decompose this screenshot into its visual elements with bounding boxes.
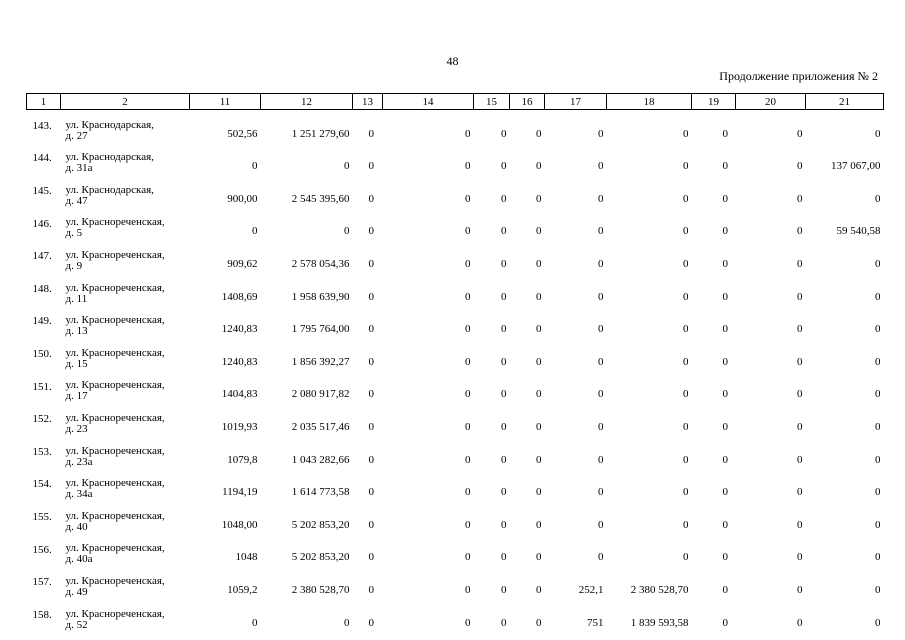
cell-col-16: 0 [536, 192, 542, 205]
cell-col-13: 0 [368, 518, 374, 531]
house-number: д. 11 [65, 292, 88, 305]
address-cell [61, 501, 190, 534]
cell-col-17: 0 [598, 420, 604, 433]
table-row [27, 306, 884, 339]
cell-col-17: 0 [598, 323, 604, 336]
cell-col-18: 1 839 593,58 [630, 616, 689, 629]
cell-col-15: 0 [501, 388, 507, 401]
row-number: 147. [32, 250, 52, 263]
cell-col-15: 0 [501, 486, 507, 499]
cell-col-16: 0 [536, 551, 542, 564]
cell-col-21: 0 [875, 453, 881, 466]
street-name: ул. Краснореченская, [65, 411, 165, 424]
cell-col-11: 909,62 [227, 257, 258, 270]
cell-col-12: 5 202 853,20 [291, 551, 350, 564]
house-number: д. 27 [65, 129, 88, 142]
cell-col-17: 252,1 [578, 583, 604, 596]
cell-col-15: 0 [501, 225, 507, 238]
street-name: ул. Краснодарская, [65, 118, 154, 131]
cell-col-21: 0 [875, 323, 881, 336]
cell-col-17: 0 [598, 257, 604, 270]
cell-col-12: 1 958 639,90 [291, 290, 350, 303]
cell-col-21: 0 [875, 355, 881, 368]
table-row [27, 240, 884, 273]
cell-col-13: 0 [368, 486, 374, 499]
row-number: 146. [32, 217, 52, 230]
cell-col-13: 0 [368, 127, 374, 140]
cell-col-14: 0 [465, 355, 471, 368]
row-number: 148. [32, 282, 52, 295]
cell-col-16: 0 [536, 355, 542, 368]
address-cell [61, 436, 190, 469]
cell-col-11: 1048,00 [221, 518, 258, 531]
cell-col-13: 0 [368, 160, 374, 173]
column-header: 2 [61, 94, 190, 110]
continuation-label: Продолжение приложения № 2 [719, 69, 878, 83]
cell-col-19: 0 [722, 583, 728, 596]
column-header: 21 [806, 94, 884, 110]
cell-col-11: 1240,83 [221, 355, 258, 368]
cell-col-14: 0 [465, 290, 471, 303]
cell-col-12: 0 [344, 160, 350, 173]
cell-col-18: 0 [683, 257, 689, 270]
cell-col-11: 900,00 [227, 192, 258, 205]
address-cell [61, 566, 190, 599]
cell-col-16: 0 [536, 323, 542, 336]
cell-col-16: 0 [536, 453, 542, 466]
cell-col-18: 0 [683, 420, 689, 433]
cell-col-13: 0 [368, 225, 374, 238]
cell-col-13: 0 [368, 290, 374, 303]
cell-col-19: 0 [722, 192, 728, 205]
table-row [27, 599, 884, 632]
cell-col-17: 0 [598, 453, 604, 466]
street-name: ул. Краснореченская, [65, 542, 165, 555]
street-name: ул. Краснодарская, [65, 183, 154, 196]
street-name: ул. Краснореченская, [65, 477, 165, 490]
cell-col-17: 0 [598, 551, 604, 564]
cell-col-13: 0 [368, 551, 374, 564]
street-name: ул. Краснореченская, [65, 248, 165, 261]
cell-col-19: 0 [722, 388, 728, 401]
cell-col-18: 0 [683, 388, 689, 401]
street-name: ул. Краснореченская, [65, 607, 165, 620]
house-number: д. 15 [65, 357, 88, 370]
cell-col-21: 0 [875, 420, 881, 433]
cell-col-12: 2 035 517,46 [291, 420, 350, 433]
cell-col-11: 502,56 [227, 127, 258, 140]
table-row [27, 403, 884, 436]
house-number: д. 40а [65, 553, 93, 566]
house-number: д. 34а [65, 488, 93, 501]
cell-col-21: 137 067,00 [831, 160, 881, 173]
cell-col-15: 0 [501, 355, 507, 368]
cell-col-11: 0 [252, 225, 258, 238]
cell-col-13: 0 [368, 616, 374, 629]
cell-col-17: 0 [598, 160, 604, 173]
page-number: 48 [446, 54, 459, 68]
cell-col-19: 0 [722, 290, 728, 303]
cell-col-21: 0 [875, 518, 881, 531]
cell-col-19: 0 [722, 257, 728, 270]
cell-col-12: 1 614 773,58 [291, 486, 350, 499]
cell-col-12: 1 043 282,66 [291, 453, 350, 466]
cell-col-12: 0 [344, 225, 350, 238]
column-header: 13 [353, 94, 383, 110]
cell-col-19: 0 [722, 420, 728, 433]
column-header: 17 [545, 94, 607, 110]
cell-col-12: 2 578 054,36 [291, 257, 350, 270]
data-table [26, 93, 884, 632]
cell-col-15: 0 [501, 453, 507, 466]
row-number: 152. [32, 413, 52, 426]
house-number: д. 40 [65, 520, 88, 533]
column-header: 14 [383, 94, 474, 110]
cell-col-15: 0 [501, 290, 507, 303]
cell-col-20: 0 [797, 388, 803, 401]
cell-col-20: 0 [797, 551, 803, 564]
row-number: 158. [32, 608, 52, 621]
address-cell [61, 338, 190, 371]
cell-col-14: 0 [465, 388, 471, 401]
cell-col-18: 0 [683, 453, 689, 466]
cell-col-14: 0 [465, 160, 471, 173]
table-row [27, 469, 884, 502]
cell-col-14: 0 [465, 551, 471, 564]
cell-col-18: 0 [683, 518, 689, 531]
row-number: 145. [32, 184, 52, 197]
header-row [27, 94, 884, 110]
table-row [27, 566, 884, 599]
cell-col-18: 2 380 528,70 [630, 583, 689, 596]
cell-col-20: 0 [797, 420, 803, 433]
address-cell [61, 240, 190, 273]
cell-col-12: 2 380 528,70 [291, 583, 350, 596]
cell-col-19: 0 [722, 323, 728, 336]
row-number: 143. [32, 119, 52, 132]
cell-col-16: 0 [536, 160, 542, 173]
cell-col-17: 0 [598, 127, 604, 140]
cell-col-20: 0 [797, 192, 803, 205]
house-number: д. 13 [65, 325, 88, 338]
cell-col-16: 0 [536, 518, 542, 531]
cell-col-16: 0 [536, 388, 542, 401]
cell-col-21: 0 [875, 486, 881, 499]
cell-col-21: 0 [875, 290, 881, 303]
cell-col-19: 0 [722, 616, 728, 629]
cell-col-14: 0 [465, 486, 471, 499]
house-number: д. 17 [65, 390, 88, 403]
house-number: д. 31а [65, 162, 93, 175]
cell-col-12: 2 080 917,82 [291, 388, 350, 401]
cell-col-20: 0 [797, 225, 803, 238]
column-header: 16 [510, 94, 545, 110]
street-name: ул. Краснодарская, [65, 151, 154, 164]
cell-col-18: 0 [683, 551, 689, 564]
cell-col-21: 0 [875, 616, 881, 629]
address-cell [61, 371, 190, 404]
cell-col-14: 0 [465, 616, 471, 629]
cell-col-21: 0 [875, 192, 881, 205]
cell-col-16: 0 [536, 290, 542, 303]
column-header: 15 [474, 94, 510, 110]
cell-col-20: 0 [797, 160, 803, 173]
cell-col-11: 1408,69 [221, 290, 258, 303]
row-number: 153. [32, 445, 52, 458]
cell-col-20: 0 [797, 486, 803, 499]
cell-col-15: 0 [501, 160, 507, 173]
row-number: 154. [32, 478, 52, 491]
cell-col-20: 0 [797, 257, 803, 270]
cell-col-11: 0 [252, 160, 258, 173]
table-row [27, 534, 884, 567]
house-number: д. 23а [65, 455, 93, 468]
cell-col-15: 0 [501, 551, 507, 564]
cell-col-14: 0 [465, 127, 471, 140]
cell-col-15: 0 [501, 518, 507, 531]
cell-col-20: 0 [797, 453, 803, 466]
cell-col-20: 0 [797, 583, 803, 596]
cell-col-20: 0 [797, 616, 803, 629]
cell-col-11: 1079,8 [227, 453, 258, 466]
table-row [27, 175, 884, 208]
table-body [27, 110, 884, 632]
table-row [27, 436, 884, 469]
table-row [27, 501, 884, 534]
cell-col-16: 0 [536, 127, 542, 140]
address-cell [61, 110, 190, 143]
cell-col-13: 0 [368, 420, 374, 433]
cell-col-21: 0 [875, 127, 881, 140]
column-header: 11 [190, 94, 261, 110]
cell-col-17: 0 [598, 518, 604, 531]
cell-col-18: 0 [683, 290, 689, 303]
street-name: ул. Краснореченская, [65, 281, 165, 294]
house-number: д. 23 [65, 422, 88, 435]
row-number: 157. [32, 576, 52, 589]
row-number: 144. [32, 152, 52, 165]
cell-col-15: 0 [501, 323, 507, 336]
cell-col-16: 0 [536, 583, 542, 596]
cell-col-13: 0 [368, 192, 374, 205]
cell-col-16: 0 [536, 225, 542, 238]
cell-col-16: 0 [536, 616, 542, 629]
cell-col-21: 0 [875, 551, 881, 564]
cell-col-11: 1240,83 [221, 323, 258, 336]
cell-col-14: 0 [465, 453, 471, 466]
cell-col-17: 0 [598, 355, 604, 368]
table-row [27, 208, 884, 241]
address-cell [61, 273, 190, 306]
cell-col-11: 1048 [235, 551, 258, 564]
cell-col-18: 0 [683, 127, 689, 140]
cell-col-15: 0 [501, 420, 507, 433]
cell-col-11: 0 [252, 616, 258, 629]
address-cell [61, 469, 190, 502]
cell-col-15: 0 [501, 192, 507, 205]
cell-col-21: 0 [875, 257, 881, 270]
street-name: ул. Краснореченская, [65, 346, 165, 359]
cell-col-17: 0 [598, 388, 604, 401]
cell-col-14: 0 [465, 192, 471, 205]
cell-col-21: 59 540,58 [836, 225, 881, 238]
cell-col-12: 0 [344, 616, 350, 629]
cell-col-13: 0 [368, 257, 374, 270]
cell-col-14: 0 [465, 420, 471, 433]
cell-col-18: 0 [683, 486, 689, 499]
street-name: ул. Краснореченская, [65, 314, 165, 327]
cell-col-20: 0 [797, 290, 803, 303]
address-cell [61, 143, 190, 176]
house-number: д. 9 [65, 259, 83, 272]
cell-col-19: 0 [722, 551, 728, 564]
cell-col-18: 0 [683, 192, 689, 205]
cell-col-19: 0 [722, 518, 728, 531]
cell-col-21: 0 [875, 583, 881, 596]
cell-col-19: 0 [722, 453, 728, 466]
address-cell [61, 599, 190, 632]
cell-col-16: 0 [536, 420, 542, 433]
address-cell [61, 534, 190, 567]
house-number: д. 5 [65, 227, 83, 240]
table-row [27, 273, 884, 306]
cell-col-13: 0 [368, 453, 374, 466]
cell-col-19: 0 [722, 160, 728, 173]
row-number: 156. [32, 543, 52, 556]
cell-col-17: 0 [598, 290, 604, 303]
cell-col-11: 1194,19 [222, 486, 258, 499]
cell-col-11: 1059,2 [227, 583, 258, 596]
street-name: ул. Краснореченская, [65, 509, 165, 522]
cell-col-13: 0 [368, 323, 374, 336]
cell-col-19: 0 [722, 127, 728, 140]
cell-col-13: 0 [368, 355, 374, 368]
cell-col-16: 0 [536, 257, 542, 270]
cell-col-13: 0 [368, 583, 374, 596]
cell-col-20: 0 [797, 127, 803, 140]
street-name: ул. Краснореченская, [65, 574, 165, 587]
cell-col-12: 2 545 395,60 [291, 192, 350, 205]
cell-col-20: 0 [797, 518, 803, 531]
address-cell [61, 175, 190, 208]
cell-col-17: 0 [598, 225, 604, 238]
cell-col-14: 0 [465, 583, 471, 596]
cell-col-12: 1 856 392,27 [291, 355, 350, 368]
house-number: д. 49 [65, 585, 88, 598]
row-number: 155. [32, 510, 52, 523]
street-name: ул. Краснореченская, [65, 379, 165, 392]
street-name: ул. Краснореченская, [65, 444, 165, 457]
cell-col-16: 0 [536, 486, 542, 499]
address-cell [61, 208, 190, 241]
row-number: 150. [32, 347, 52, 360]
column-header: 19 [692, 94, 736, 110]
table-row [27, 143, 884, 176]
address-cell [61, 306, 190, 339]
cell-col-12: 5 202 853,20 [291, 518, 350, 531]
cell-col-18: 0 [683, 160, 689, 173]
house-number: д. 52 [65, 618, 88, 631]
cell-col-12: 1 795 764,00 [291, 323, 350, 336]
address-cell [61, 403, 190, 436]
cell-col-15: 0 [501, 583, 507, 596]
column-header: 1 [27, 94, 61, 110]
row-number: 149. [32, 315, 52, 328]
cell-col-20: 0 [797, 355, 803, 368]
cell-col-11: 1404,83 [221, 388, 258, 401]
column-header: 12 [261, 94, 353, 110]
table-row [27, 371, 884, 404]
cell-col-18: 0 [683, 323, 689, 336]
column-header: 18 [607, 94, 692, 110]
cell-col-17: 0 [598, 192, 604, 205]
table-row [27, 110, 884, 143]
cell-col-12: 1 251 279,60 [291, 127, 350, 140]
table-row [27, 338, 884, 371]
cell-col-17: 0 [598, 486, 604, 499]
cell-col-20: 0 [797, 323, 803, 336]
cell-col-15: 0 [501, 127, 507, 140]
cell-col-13: 0 [368, 388, 374, 401]
column-header: 20 [736, 94, 806, 110]
cell-col-17: 751 [587, 616, 604, 629]
cell-col-21: 0 [875, 388, 881, 401]
row-number: 151. [32, 380, 52, 393]
cell-col-19: 0 [722, 486, 728, 499]
cell-col-14: 0 [465, 225, 471, 238]
cell-col-19: 0 [722, 225, 728, 238]
cell-col-14: 0 [465, 518, 471, 531]
cell-col-18: 0 [683, 225, 689, 238]
cell-col-19: 0 [722, 355, 728, 368]
cell-col-14: 0 [465, 257, 471, 270]
cell-col-14: 0 [465, 323, 471, 336]
cell-col-15: 0 [501, 616, 507, 629]
cell-col-11: 1019,93 [221, 420, 258, 433]
street-name: ул. Краснореченская, [65, 216, 165, 229]
cell-col-15: 0 [501, 257, 507, 270]
cell-col-18: 0 [683, 355, 689, 368]
house-number: д. 47 [65, 194, 88, 207]
